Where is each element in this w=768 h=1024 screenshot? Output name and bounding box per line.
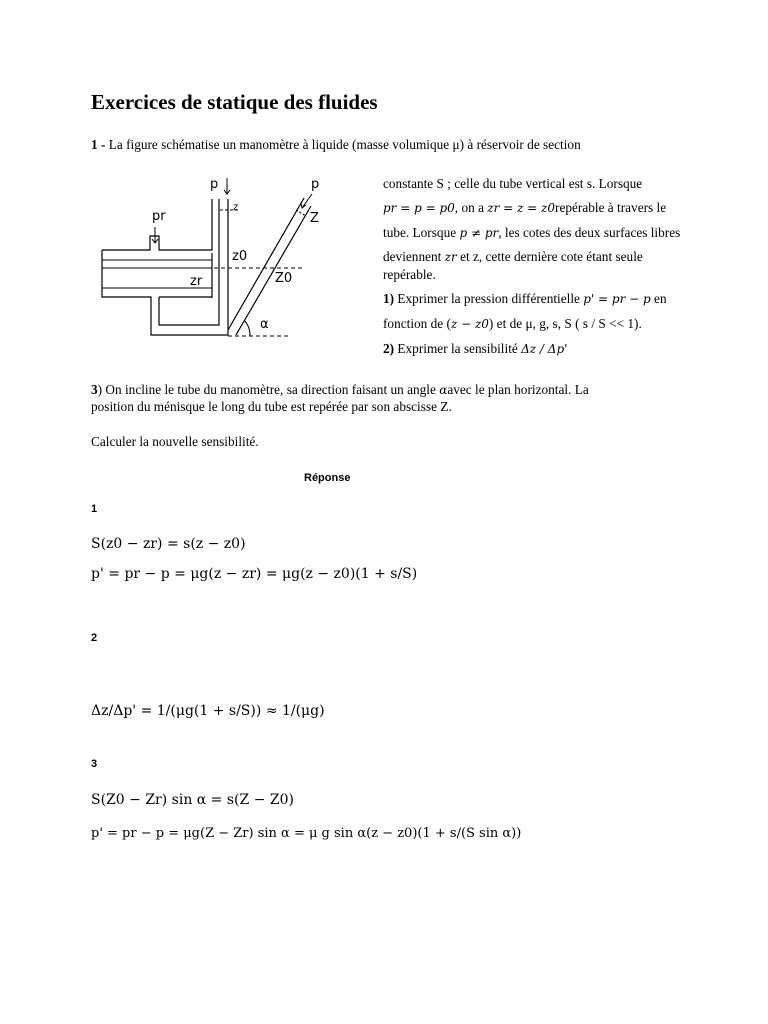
label-Z: Z — [310, 211, 319, 226]
p-arrow-vertical — [224, 178, 230, 194]
label-alpha: α — [260, 317, 269, 332]
exercise-number: 1 - — [91, 137, 106, 152]
question-3-text-a: ) On incline le tube du manomètre, sa direction faisant un angle — [97, 382, 436, 397]
question-1-number: 1) — [383, 291, 395, 306]
answer-part-3-label: 3 — [91, 758, 98, 770]
right-line-4-text-b: et z, cette dernière cote étant seule — [460, 249, 643, 264]
equation-3a: S(Z0 − Zr) sin α = s(Z − Z0) — [91, 792, 294, 808]
equation-3b: p' = pr − p = μg(Z − Zr) sin α = μ g sin α(z − z0)(1 + s/(S sin α)) — [91, 826, 522, 841]
eq-sensitivity: Δz / Δp' — [521, 342, 568, 356]
label-z: z — [233, 202, 239, 213]
question-1 — [383, 291, 667, 307]
eq-z-minus-z0: z − z0 — [450, 317, 489, 331]
question-3-line-2: position du ménisque le long du tube est repérée par son abscisse Z. — [91, 399, 452, 414]
manometer-figure — [90, 170, 370, 350]
eq-equal-pressures: pr = p = p0 — [383, 201, 455, 215]
right-line-1: constante S ; celle du tube vertical est s. Lorsque — [383, 176, 643, 191]
question-3-line-1 — [91, 382, 589, 398]
eq-zr: zr — [444, 250, 457, 264]
inclined-tube — [228, 198, 311, 335]
eq-differential-pressure: p' = pr − p — [583, 292, 651, 306]
right-line-3 — [383, 225, 680, 241]
alpha-arc — [244, 320, 250, 336]
label-pr: pr — [152, 209, 166, 224]
answer-part-2-label: 2 — [91, 632, 98, 644]
eq-equal-levels: zr = z = z0 — [487, 201, 556, 215]
question-3-line-3: Calculer la nouvelle sensibilité. — [91, 434, 259, 449]
equation-2: Δz/Δp' = 1/(μg(1 + s/S)) ≈ 1/(μg) — [91, 703, 325, 719]
question-1-text: Exprimer la pression différentielle — [397, 291, 580, 306]
intro-text: La figure schématise un manomètre à liquide (masse volumique μ) à réservoir de section — [108, 137, 581, 152]
question-2-number: 2) — [383, 341, 395, 356]
right-line-2-text-a: , on a — [454, 200, 484, 215]
label-Z0: Z0 — [275, 271, 293, 286]
question-1-line-2-text-a: fonction de ( — [383, 316, 451, 331]
right-line-2 — [383, 200, 666, 216]
equation-1b: p' = pr − p = μg(z − zr) = μg(z − z0)(1 + s/S) — [91, 566, 418, 582]
pr-arrow — [152, 227, 158, 243]
question-2-text: Exprimer la sensibilité — [397, 341, 518, 356]
label-z0: z0 — [232, 249, 248, 264]
answer-heading: Réponse — [304, 472, 351, 484]
right-line-4 — [383, 249, 643, 265]
label-p-inclined: p — [311, 177, 320, 192]
right-line-2-text-b: repérable à travers le — [555, 200, 667, 215]
right-line-4-text-a: deviennent — [383, 249, 442, 264]
question-1-line-2-text-b: ) et de μ, g, s, S ( s / S << 1). — [488, 316, 642, 331]
right-line-3-text-b: , les cotes des deux surfaces libres — [498, 225, 681, 240]
eq-unequal-pressure: p ≠ pr — [459, 226, 499, 240]
label-zr: zr — [190, 274, 203, 289]
page-title: Exercices de statique des fluides — [91, 90, 378, 114]
answer-part-1-label: 1 — [91, 503, 98, 515]
question-1-line-2 — [383, 316, 642, 332]
question-2 — [383, 341, 567, 357]
equation-1a: S(z0 − zr) = s(z − z0) — [91, 536, 246, 552]
question-3-text-b: avec le plan horizontal. La — [447, 382, 589, 397]
question-1-end: en — [654, 291, 667, 306]
label-p-top: p — [210, 177, 219, 192]
right-line-3-text-a: tube. Lorsque — [383, 225, 457, 240]
question-3-number: 3 — [91, 382, 98, 397]
right-line-5: repérable. — [383, 267, 436, 282]
intro-line — [91, 137, 581, 153]
alpha-symbol: α — [439, 383, 448, 397]
